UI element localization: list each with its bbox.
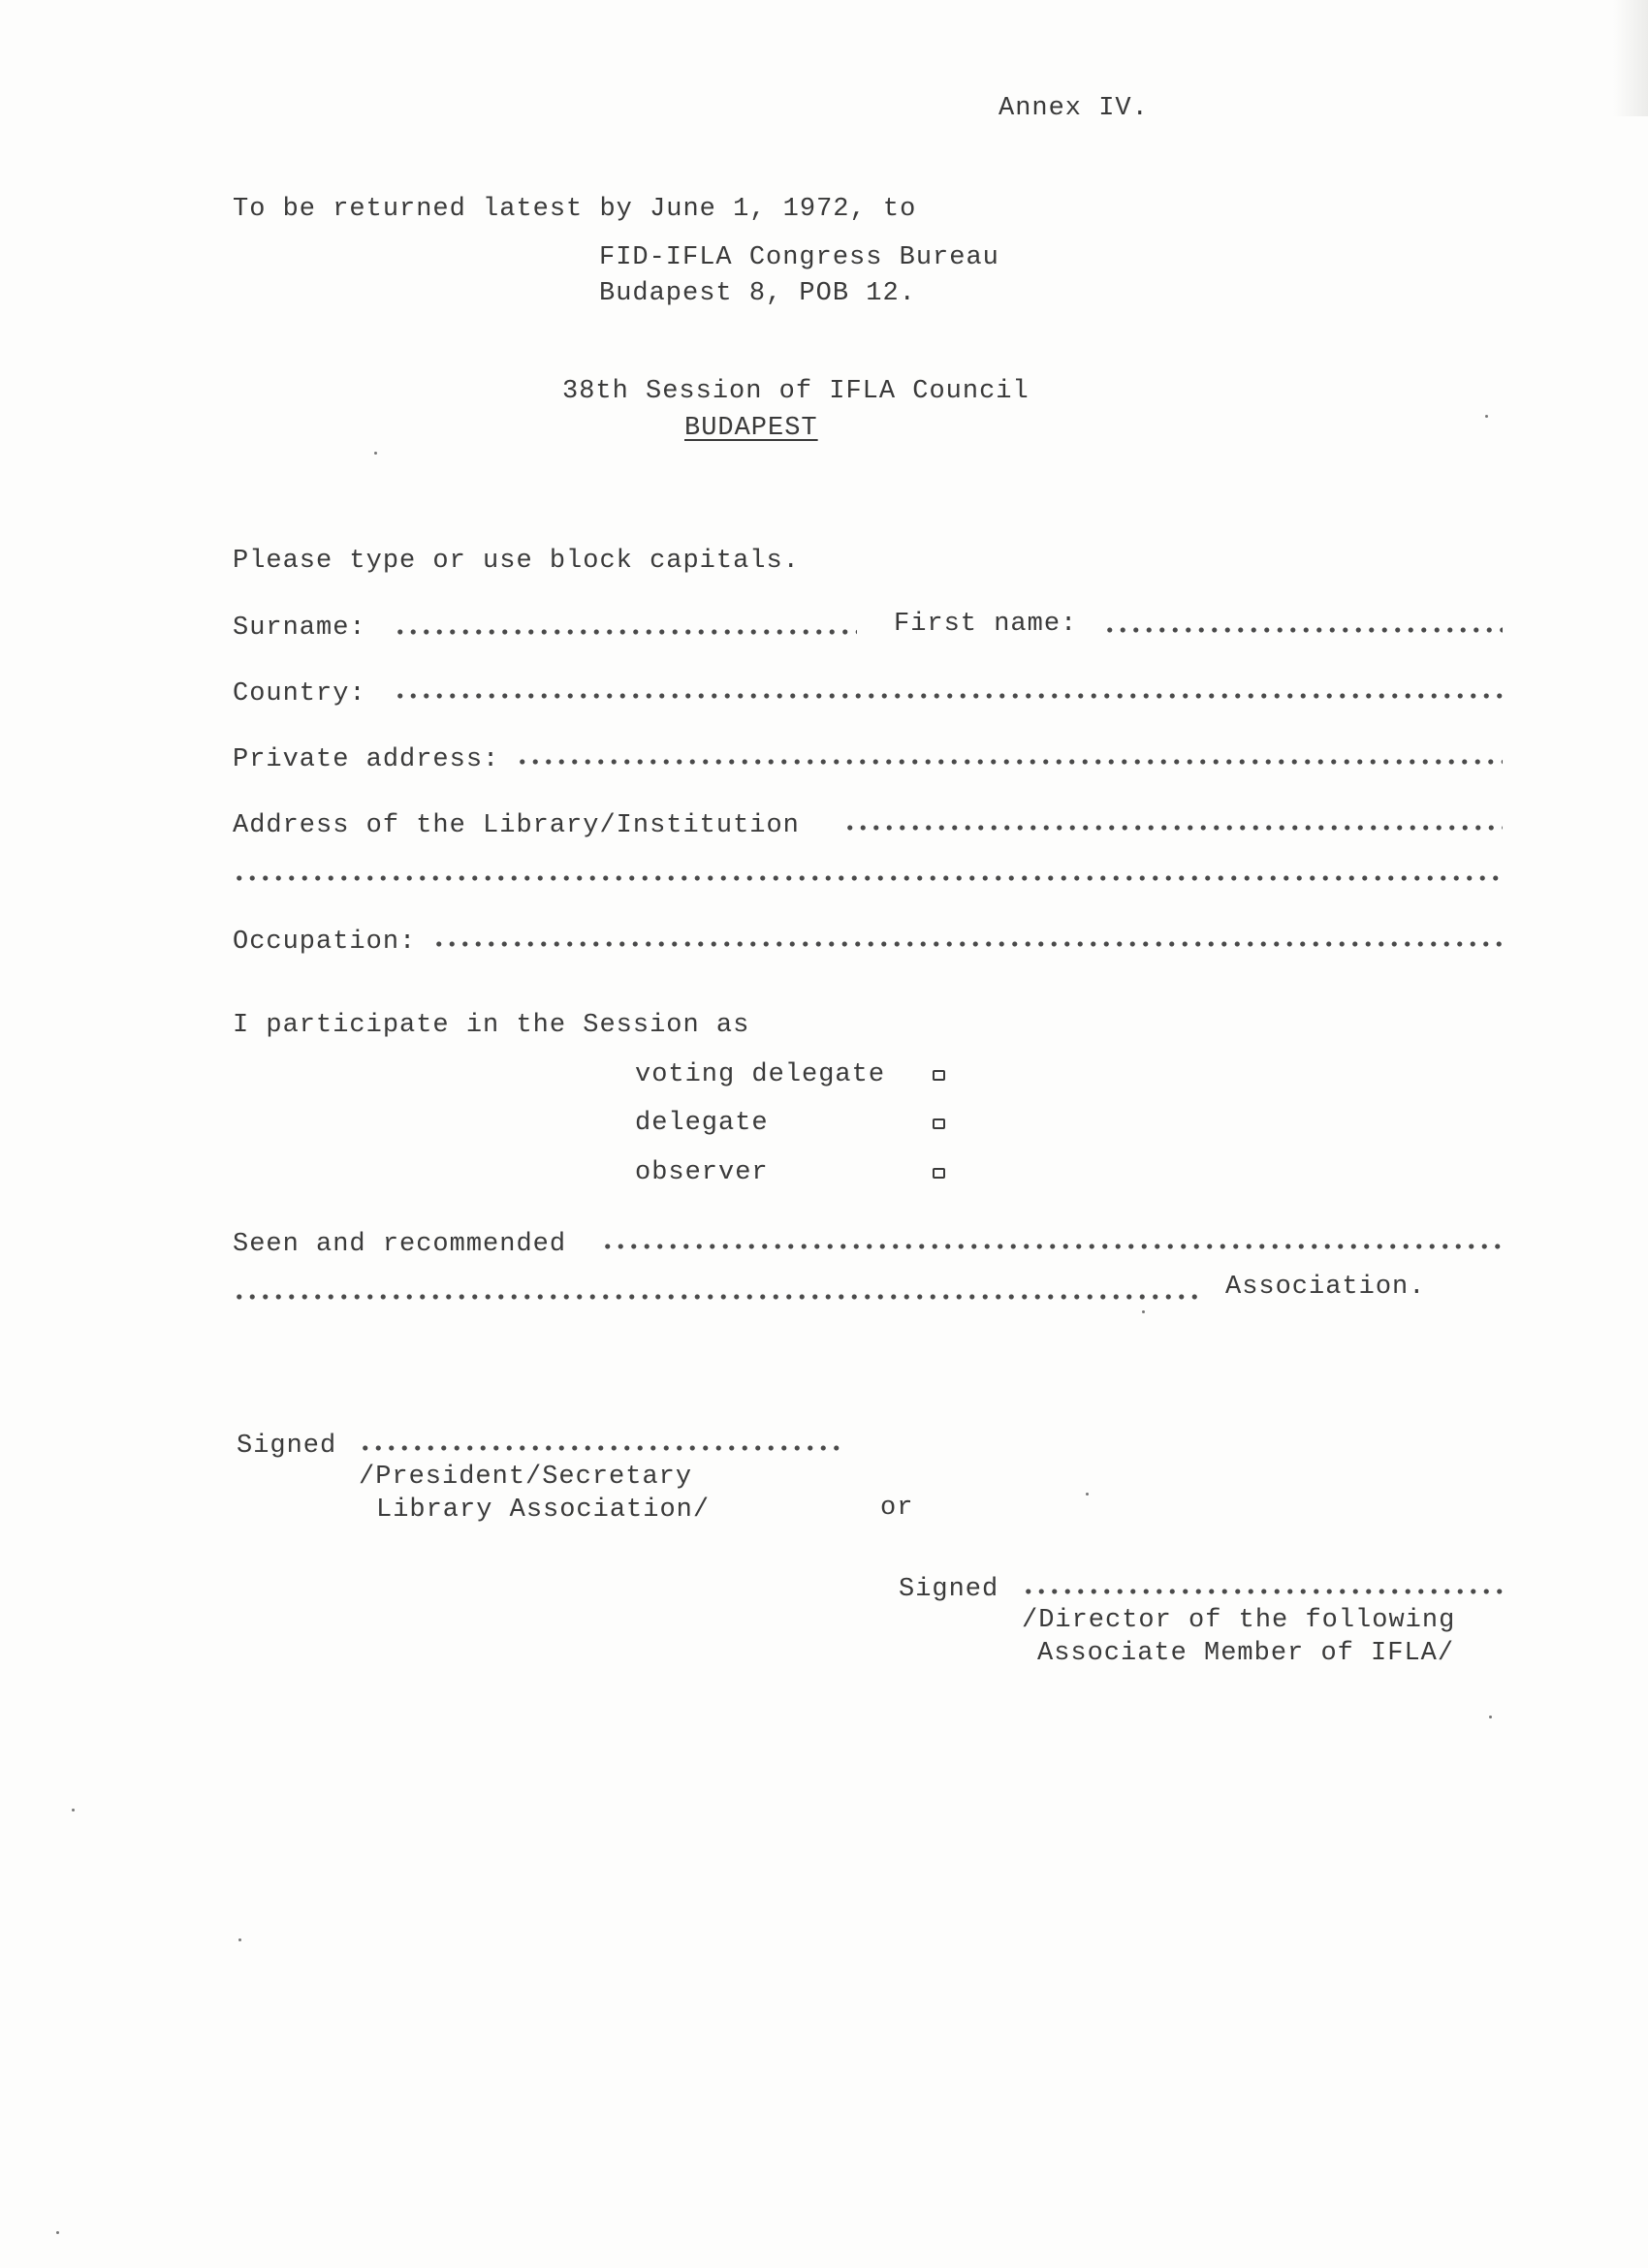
- option-observer-label: observer: [635, 1158, 769, 1187]
- signed-right-role-line2: Associate Member of IFLA/: [1037, 1639, 1455, 1668]
- scan-speck: [72, 1809, 75, 1811]
- signed-right-field[interactable]: [1022, 1588, 1503, 1595]
- observer-checkbox[interactable]: [933, 1168, 945, 1179]
- session-city: BUDAPEST: [684, 414, 818, 443]
- bureau-address: Budapest 8, POB 12.: [599, 279, 916, 308]
- scan-speck: [1142, 1310, 1145, 1313]
- occupation-field[interactable]: [432, 940, 1503, 948]
- signed-left-label: Signed: [237, 1432, 337, 1461]
- private-address-label: Private address:: [233, 745, 500, 774]
- library-address-field-line2[interactable]: [233, 874, 1503, 882]
- scan-edge-shadow: [1613, 0, 1648, 116]
- association-label: Association.: [1225, 1273, 1426, 1302]
- scan-speck: [374, 452, 377, 455]
- bureau-name: FID-IFLA Congress Bureau: [599, 243, 999, 272]
- typing-instruction: Please type or use block capitals.: [233, 547, 800, 576]
- signed-left-role-line1: /President/Secretary: [359, 1463, 693, 1492]
- first-name-label: First name:: [894, 610, 1078, 639]
- option-voting-delegate-label: voting delegate: [635, 1060, 886, 1089]
- signed-right-label: Signed: [899, 1575, 999, 1604]
- association-name-field[interactable]: [233, 1293, 1202, 1301]
- signed-right-role-line1: /Director of the following: [1022, 1606, 1456, 1635]
- scan-speck: [56, 2231, 59, 2234]
- return-instruction: To be returned latest by June 1, 1972, to: [233, 195, 917, 224]
- library-address-field[interactable]: [843, 824, 1503, 832]
- recommended-by-field[interactable]: [601, 1243, 1503, 1250]
- seen-recommended-label: Seen and recommended: [233, 1230, 567, 1259]
- occupation-label: Occupation:: [233, 928, 417, 957]
- private-address-field[interactable]: [516, 758, 1503, 766]
- scan-speck: [1086, 1493, 1089, 1496]
- country-field[interactable]: [394, 692, 1503, 700]
- scan-speck: [238, 1938, 241, 1941]
- country-label: Country:: [233, 679, 366, 709]
- participation-heading: I participate in the Session as: [233, 1011, 750, 1040]
- signed-left-field[interactable]: [359, 1444, 843, 1452]
- first-name-field[interactable]: [1103, 626, 1503, 634]
- voting-delegate-checkbox[interactable]: [933, 1070, 945, 1081]
- or-label: or: [880, 1494, 914, 1523]
- surname-field[interactable]: [394, 628, 857, 636]
- surname-label: Surname:: [233, 614, 366, 643]
- annex-label: Annex IV.: [998, 94, 1149, 123]
- signed-left-role-line2: Library Association/: [376, 1496, 711, 1525]
- scan-speck: [1485, 415, 1488, 418]
- option-delegate-label: delegate: [635, 1109, 769, 1138]
- library-address-label: Address of the Library/Institution: [233, 811, 800, 840]
- scan-speck: [1489, 1716, 1492, 1718]
- delegate-checkbox[interactable]: [933, 1118, 945, 1129]
- session-title: 38th Session of IFLA Council: [562, 377, 1030, 406]
